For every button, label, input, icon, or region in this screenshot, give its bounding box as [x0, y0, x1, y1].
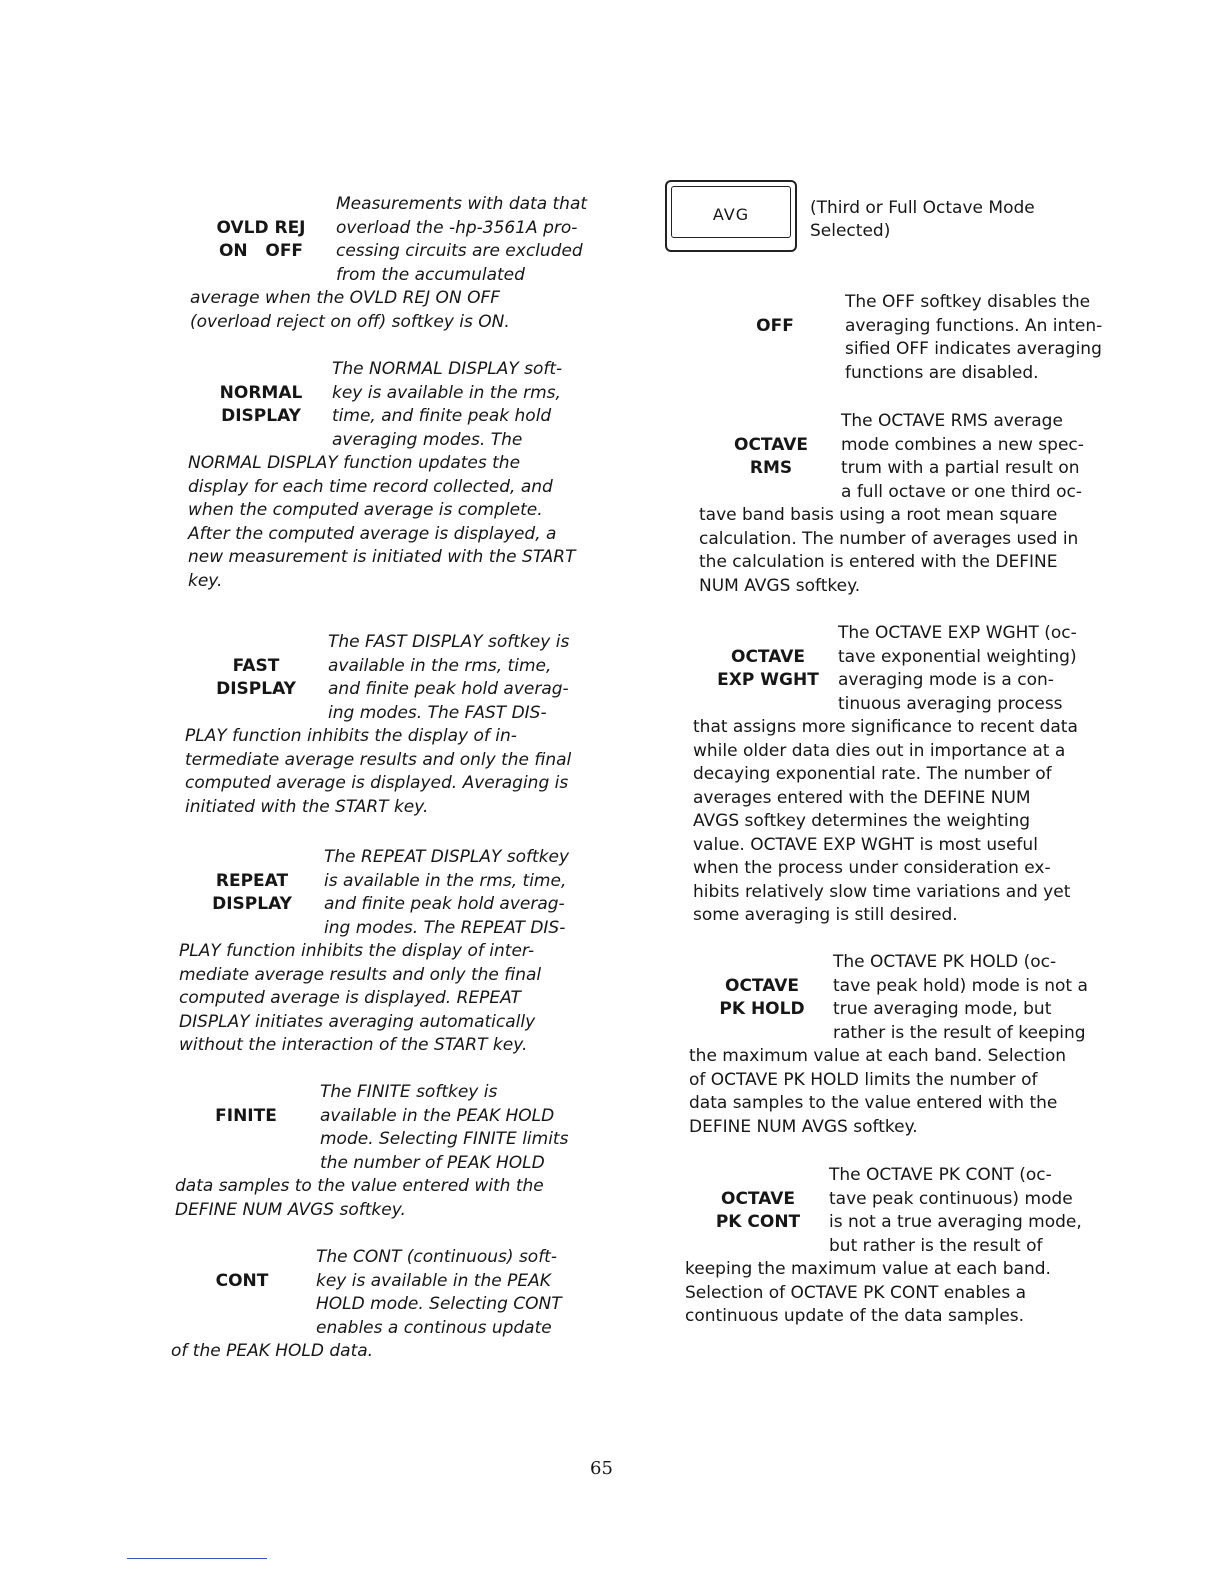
softkey-name: OCTAVE PK CONT: [715, 1188, 801, 1232]
page-number: 65: [590, 1458, 613, 1479]
description-line: key.: [188, 570, 223, 591]
description-line: NORMAL DISPLAY function updates the: [188, 453, 521, 473]
description-line: mode. Selecting FINITE limits: [320, 1129, 569, 1149]
description-line: Measurements with data that: [336, 194, 588, 214]
description-line: but rather is the result of: [829, 1235, 1043, 1256]
description-line: The OCTAVE EXP WGHT (oc-: [838, 623, 1077, 643]
softkey-name: REPEAT DISPLAY: [212, 870, 292, 914]
description-line: The OCTAVE PK CONT (oc-: [829, 1165, 1052, 1185]
description-line: true averaging mode, but: [833, 999, 1052, 1019]
softkey-name: OCTAVE PK HOLD: [719, 975, 805, 1019]
description-line: value. OCTAVE EXP WGHT is most useful: [693, 834, 1038, 855]
description-line: Selection of OCTAVE PK CONT enables a: [685, 1282, 1027, 1303]
description-line: of OCTAVE PK HOLD limits the number of: [689, 1069, 1038, 1090]
description-line: enables a continous update: [316, 1317, 552, 1338]
description-line: new measurement is initiated with the START: [188, 547, 576, 567]
description-line: the calculation is entered with the DEFINE: [699, 552, 1058, 572]
description-line: PLAY function inhibits the display of in-: [185, 726, 517, 746]
description-line: PLAY function inhibits the display of inter-: [179, 941, 535, 961]
description-line: DEFINE NUM AVGS softkey.: [689, 1116, 918, 1137]
softkey-name: OCTAVE RMS: [734, 434, 808, 478]
description-line: available in the PEAK HOLD: [320, 1105, 555, 1126]
description-line: available in the rms, time,: [328, 655, 552, 676]
description-line: display for each time record collected, and: [188, 476, 553, 497]
description-line: averaging modes. The: [332, 429, 523, 450]
description-line: when the computed average is complete.: [188, 500, 543, 520]
description-line: The OFF softkey disables the: [845, 292, 1091, 312]
description-line: After the computed average is displayed, a: [188, 523, 557, 544]
footer-rule: [127, 1558, 267, 1559]
description-line: functions are disabled.: [845, 362, 1039, 383]
description-line: The FINITE softkey is: [320, 1082, 498, 1102]
description-line: while older data dies out in importance at a: [693, 740, 1066, 761]
description-line: ing modes. The REPEAT DIS-: [324, 917, 566, 938]
softkey-name: NORMAL DISPLAY: [219, 382, 303, 426]
description-line: The CONT (continuous) soft-: [316, 1247, 557, 1267]
description-line: overload the -hp-3561A pro-: [336, 217, 578, 238]
description-line: some averaging is still desired.: [693, 905, 958, 925]
description-line: of the PEAK HOLD data.: [171, 1341, 374, 1361]
softkey-name: OCTAVE EXP WGHT: [717, 646, 819, 690]
description-line: The FAST DISPLAY softkey is: [328, 632, 570, 652]
description-line: average when the OVLD REJ ON OFF: [190, 288, 501, 308]
description-line: trum with a partial result on: [841, 458, 1080, 478]
description-line: averages entered with the DEFINE NUM: [693, 787, 1031, 808]
description-line: a full octave or one third oc-: [841, 481, 1082, 502]
description-line: The REPEAT DISPLAY softkey: [324, 847, 570, 867]
description-line: keeping the maximum value at each band.: [685, 1259, 1051, 1279]
description-line: averaging mode is a con-: [838, 670, 1054, 690]
description-line: computed average is displayed. REPEAT: [179, 988, 521, 1008]
avg-hardkey-label: AVG: [712, 205, 750, 224]
avg-hardkey-face: [671, 186, 791, 238]
avg-note-line: Selected): [810, 221, 891, 241]
description-line: averaging functions. An inten-: [845, 315, 1103, 336]
description-line: without the interaction of the START key.: [179, 1035, 528, 1055]
description-line: is not a true averaging mode,: [829, 1212, 1082, 1232]
description-line: tave peak continuous) mode: [829, 1188, 1073, 1209]
softkey-name: FAST DISPLAY: [216, 655, 296, 699]
description-line: and finite peak hold averag-: [324, 894, 565, 914]
description-line: (overload reject on off) softkey is ON.: [190, 311, 510, 332]
softkey-name: OFF: [756, 315, 794, 336]
description-line: The NORMAL DISPLAY soft-: [332, 359, 563, 379]
description-line: tave exponential weighting): [838, 646, 1077, 667]
description-line: ing modes. The FAST DIS-: [328, 702, 547, 723]
description-line: rather is the result of keeping: [833, 1022, 1086, 1043]
description-line: data samples to the value entered with the: [175, 1176, 544, 1196]
description-line: initiated with the START key.: [185, 796, 429, 817]
description-line: HOLD mode. Selecting CONT: [316, 1294, 562, 1314]
description-line: key is available in the PEAK: [316, 1270, 551, 1291]
description-line: decaying exponential rate. The number of: [693, 764, 1052, 784]
description-line: the number of PEAK HOLD: [320, 1152, 545, 1173]
description-line: data samples to the value entered with the: [689, 1093, 1058, 1113]
description-line: tave peak hold) mode is not a: [833, 975, 1088, 996]
description-line: continuous update of the data samples.: [685, 1306, 1025, 1326]
description-line: mediate average results and only the final: [179, 964, 542, 985]
description-line: calculation. The number of averages used in: [699, 528, 1079, 549]
description-line: key is available in the rms,: [332, 382, 561, 403]
description-line: mode combines a new spec-: [841, 434, 1084, 455]
description-line: time, and finite peak hold: [332, 406, 552, 426]
softkey-name: CONT: [215, 1270, 269, 1291]
description-line: termediate average results and only the final: [185, 749, 572, 770]
description-line: AVGS softkey determines the weighting: [693, 811, 1031, 831]
avg-note-line: (Third or Full Octave Mode: [810, 198, 1035, 218]
description-line: DISPLAY initiates averaging automatically: [179, 1011, 536, 1032]
softkey-name: OVLD REJ ON OFF: [216, 217, 306, 261]
description-line: the maximum value at each band. Selection: [689, 1046, 1067, 1066]
description-line: when the process under consideration ex-: [693, 858, 1051, 878]
description-line: and finite peak hold averag-: [328, 679, 569, 699]
description-line: cessing circuits are excluded: [336, 241, 583, 261]
description-line: tave band basis using a root mean square: [699, 505, 1058, 525]
description-line: NUM AVGS softkey.: [699, 575, 861, 596]
description-line: that assigns more significance to recent data: [693, 717, 1078, 737]
description-line: sified OFF indicates averaging: [845, 339, 1102, 359]
softkey-name: FINITE: [215, 1105, 277, 1126]
description-line: computed average is displayed. Averaging is: [185, 773, 569, 793]
description-line: is available in the rms, time,: [324, 870, 567, 891]
description-line: The OCTAVE PK HOLD (oc-: [833, 952, 1057, 972]
description-line: from the accumulated: [336, 264, 525, 285]
avg-mode-note: [810, 197, 1090, 243]
avg-hardkey-icon: [665, 180, 797, 252]
description-line: tinuous averaging process: [838, 693, 1063, 714]
description-line: The OCTAVE RMS average: [841, 411, 1063, 431]
description-line: DEFINE NUM AVGS softkey.: [175, 1199, 406, 1220]
description-line: hibits relatively slow time variations and yet: [693, 881, 1071, 902]
